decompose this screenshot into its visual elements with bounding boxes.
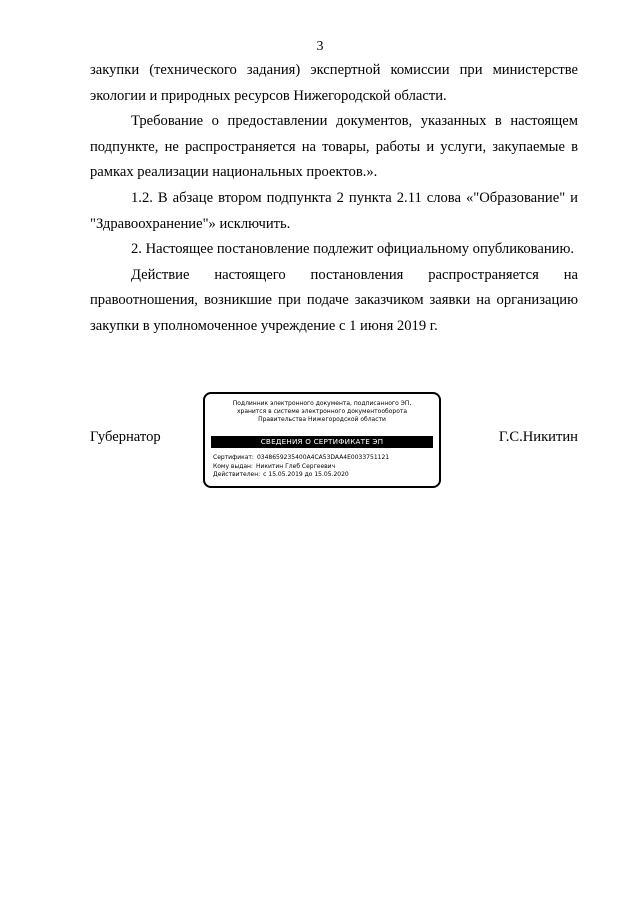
paragraph-continuation: закупки (технического задания) экспертной комиссии при министерстве экологии и природных ресурсов Нижегородской области. [90,62,578,104]
signature-block [90,392,578,492]
stamp-header-line: Правительства Нижегородской области [258,416,386,423]
issued-to-value: Никитин Глеб Сергеевич [255,462,336,470]
stamp-header [211,400,433,424]
signatory-name: Г.С.Никитин [498,429,578,445]
issued-to-label: Кому выдан: [213,462,253,470]
stamp-header-line: хранится в системе электронного документооборота [236,408,408,415]
signatory-title: Губернатор [90,429,161,445]
certificate-details [213,454,433,480]
validity-row [213,471,433,480]
document-body [90,58,578,340]
page-number: 3 [316,39,324,54]
validity-label: Действителен: [213,471,261,478]
paragraph-exemption: Требование о предоставлении документов, указанных в настоящем подпункте, не распространяется на товары, работы и услуги, закупаемые в рамках реализации национальных проектов.». [90,113,578,181]
validity-value: с 15.05.2019 до 15.05.2020 [263,471,349,478]
paragraph-effect: Действие настоящего постановления распространяется на правоотношения, возникшие при подаче заказчиком заявки на организацию закупки в уполномоченное учреждение с 1 июня 2019 г. [90,266,578,334]
certificate-row [213,454,433,463]
certificate-label: Сертификат: [213,454,254,461]
issued-to-row [213,463,433,472]
electronic-signature-stamp [203,392,441,488]
paragraph-publication: 2. Настоящее постановление подлежит официальному опубликованию. [131,241,575,258]
certificate-value: 0348659235400A4CA53DAA4E0033751121 [256,454,390,461]
paragraph-amendment-1-2: 1.2. В абзаце втором подпункта 2 пункта 2.11 слова «"Образование" и "Здравоохранение"» исключить. [90,189,578,232]
stamp-header-line: Подлинник электронного документа, подписанного ЭП, [232,400,412,407]
certificate-banner: СВЕДЕНИЯ О СЕРТИФИКАТЕ ЭП [211,436,433,448]
